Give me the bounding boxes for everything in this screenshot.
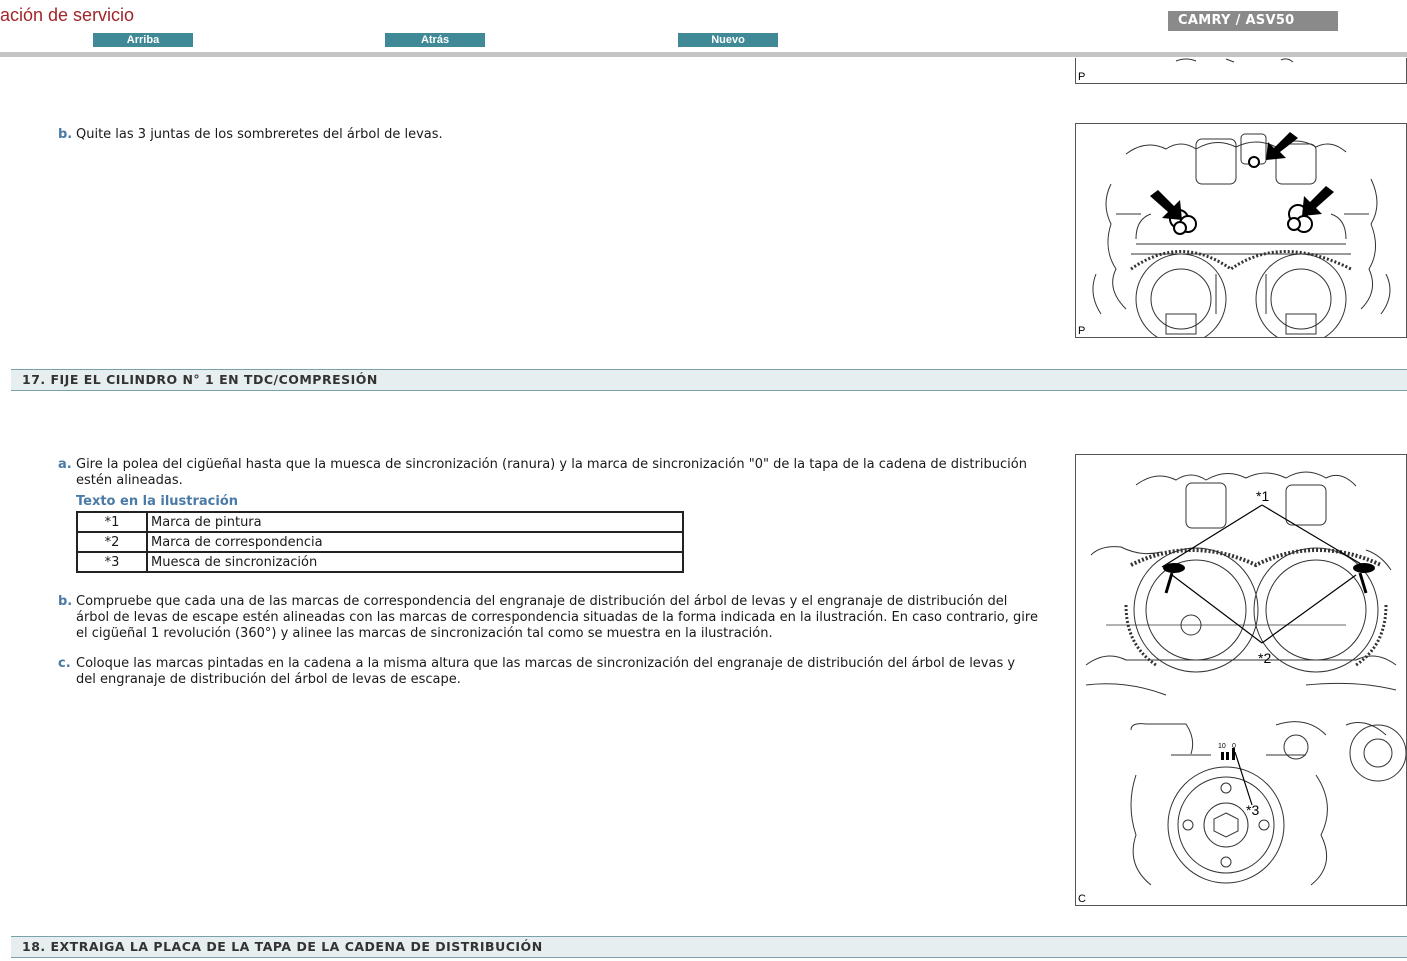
figure-timing-alignment (1075, 454, 1407, 906)
step-text-line2: del engranaje de distribución del árbol de levas de escape. (76, 672, 461, 687)
step-letter: b. (58, 594, 73, 609)
step-text-line1: Compruebe que cada una de las marcas de correspondencia del engranaje de distribución del árbol de levas y el engranaje de distribución del (76, 594, 1008, 609)
page-header (0, 0, 1407, 58)
section-17-header: 17. FIJE EL CILINDRO N° 1 EN TDC/COMPRESIÓN (11, 369, 1407, 391)
new-button[interactable]: Nuevo (678, 33, 778, 47)
step-text-line2: estén alineadas. (76, 473, 183, 488)
section-18-header: 18. EXTRAIGA LA PLACA DE LA TAPA DE LA CADENA DE DISTRIBUCIÓN (11, 936, 1407, 958)
table-row (77, 552, 683, 572)
model-badge: CAMRY / ASV50 (1168, 11, 1338, 31)
page-title: ación de servicio (0, 5, 135, 25)
step-text-line3: el cigüeñal 1 revolución (360°) y alinee las marcas de sincronización tal como se muestra en la ilustración. (76, 626, 773, 641)
illustration-caption: Texto en la ilustración (76, 494, 239, 509)
figure-code: C (1078, 893, 1086, 905)
step-text: Quite las 3 juntas de los sombreretes del árbol de levas. (76, 127, 443, 142)
step-letter: c. (58, 656, 71, 671)
scale-label-10: 10 (1218, 743, 1226, 750)
table-row (77, 532, 683, 552)
back-button[interactable]: Atrás (385, 33, 485, 47)
legend-value: Marca de pintura (147, 512, 683, 532)
step-16b (58, 127, 1058, 143)
step-17b (58, 594, 1068, 642)
step-text-line2: árbol de levas de escape estén alineadas con las marcas de correspondencia situadas de la forma indicada en la ilustración. En caso contrario, gire (76, 610, 1038, 625)
scale-label-0: 0 (1232, 743, 1236, 750)
step-text-line1: Coloque las marcas pintadas en la cadena a la misma altura que las marcas de sincronización del engranaje de distribución del árbol de levas y (76, 656, 1016, 671)
step-letter: a. (58, 457, 72, 472)
table-row (77, 512, 683, 532)
legend-value: Marca de correspondencia (147, 532, 683, 552)
legend-key: *3 (77, 552, 147, 572)
label-match-mark: *2 (1258, 650, 1272, 666)
step-17c (58, 656, 1068, 688)
legend-key: *1 (77, 512, 147, 532)
legend-value: Muesca de sincronización (147, 552, 683, 572)
figure-code: P (1078, 71, 1086, 83)
legend-key: *2 (77, 532, 147, 552)
step-letter: b. (58, 127, 73, 142)
up-button[interactable]: Arriba (93, 33, 193, 47)
step-17a (58, 457, 1068, 489)
label-paint-mark: *1 (1256, 488, 1270, 504)
illustration-legend-table (76, 511, 684, 573)
header-divider (0, 52, 1407, 57)
timing-marks-drawing (1076, 455, 1407, 906)
step-text-line1: Gire la polea del cigüeñal hasta que la muesca de sincronización (ranura) y la marca de sincronización "0" de la tapa de la cadena de distribución (76, 457, 1027, 472)
label-timing-notch: *3 (1246, 802, 1260, 818)
figure-code: P (1078, 325, 1086, 337)
figure-camshaft-gaskets (1075, 123, 1407, 338)
engine-gaskets-drawing (1076, 124, 1407, 338)
